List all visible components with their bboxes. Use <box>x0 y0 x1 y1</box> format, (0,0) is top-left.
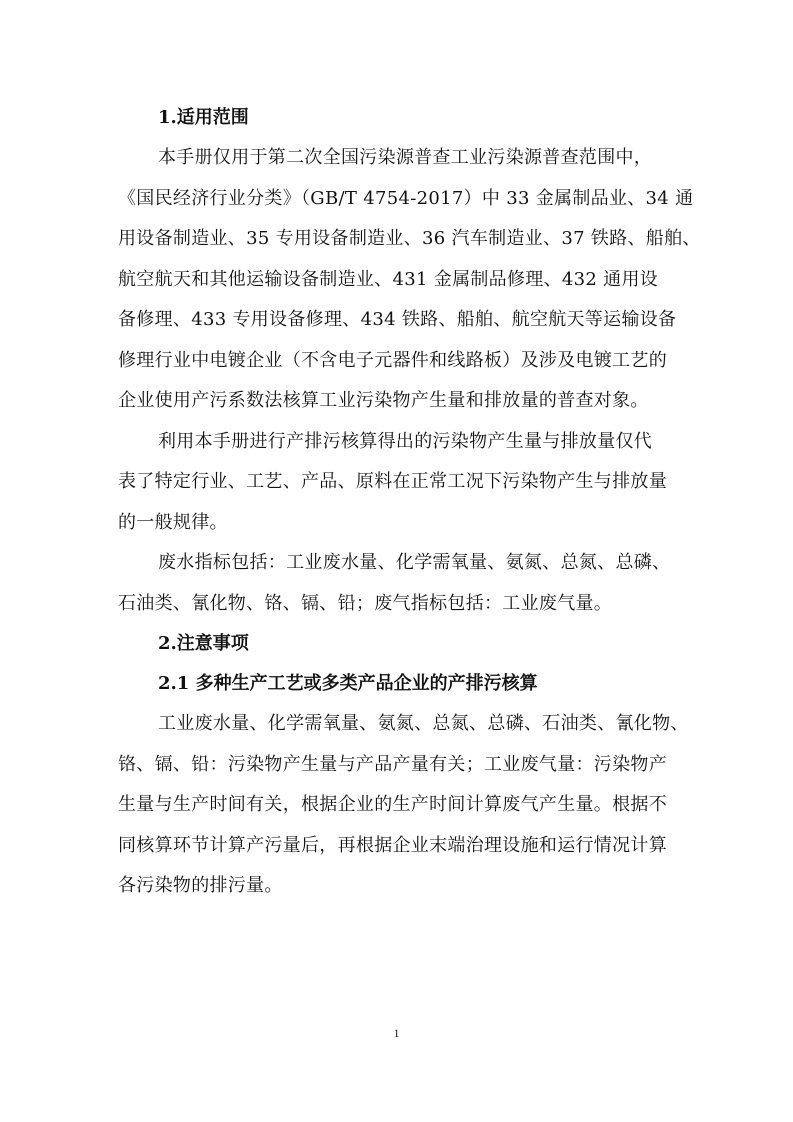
text-line: 利用本手册进行产排污核算得出的污染物产生量与排放量仅代 <box>158 430 653 452</box>
section-heading: 1.适用范围 <box>158 107 249 128</box>
text-line: 同核算环节计算产污量后，再根据企业末端治理设施和运行情况计算 <box>118 834 667 856</box>
paragraph <box>118 422 678 544</box>
text-line: 各污染物的排污量。 <box>118 875 283 896</box>
text-line: 石油类、氰化物、铬、镉、铅；废气指标包括：工业废气量。 <box>118 592 613 614</box>
text-line: 航空航天和其他运输设备制造业、431 金属制品修理、432 通用设 <box>118 268 659 290</box>
text-line: 《国民经济行业分类》（GB/T 4754-2017）中 33 金属制品业、34 通 <box>118 187 694 209</box>
text-line: 本手册仅用于第二次全国污染源普查工业污染源普查范围中， <box>158 147 653 168</box>
text-line: 的一般规律。 <box>118 511 228 533</box>
text-line: 企业使用产污系数法核算工业污染物产生量和排放量的普查对象。 <box>118 390 649 411</box>
text-line: 工业废水量、化学需氧量、氨氮、总氮、总磷、石油类、氰化物、 <box>158 713 689 734</box>
paragraph <box>118 138 701 422</box>
text-line: 备修理、433 专用设备修理、434 铁路、船舶、航空航天等运输设备 <box>118 309 677 330</box>
page-number: 1 <box>393 1026 400 1040</box>
text-line: 铬、镉、铅：污染物产生量与产品产量有关；工业废气量：污染物产 <box>118 753 667 775</box>
page-content <box>118 98 701 907</box>
section-heading: 2.注意事项 <box>158 633 249 654</box>
text-line: 用设备制造业、35 专用设备制造业、36 汽车制造业、37 铁路、船舶、 <box>118 228 701 249</box>
paragraph <box>118 543 678 624</box>
text-line: 修理行业中电镀企业（不含电子元器件和线路板）及涉及电镀工艺的 <box>118 349 667 371</box>
text-line: 生量与生产时间有关，根据企业的生产时间计算废气产生量。根据不 <box>118 794 667 815</box>
section-heading: 2.1 多种生产工艺或多类产品企业的产排污核算 <box>158 673 538 694</box>
paragraph <box>118 704 689 907</box>
text-line: 废水指标包括：工业废水量、化学需氧量、氨氮、总氮、总磷、 <box>158 552 671 573</box>
text-line: 表了特定行业、工艺、产品、原料在正常工况下污染物产生与排放量 <box>118 471 667 492</box>
